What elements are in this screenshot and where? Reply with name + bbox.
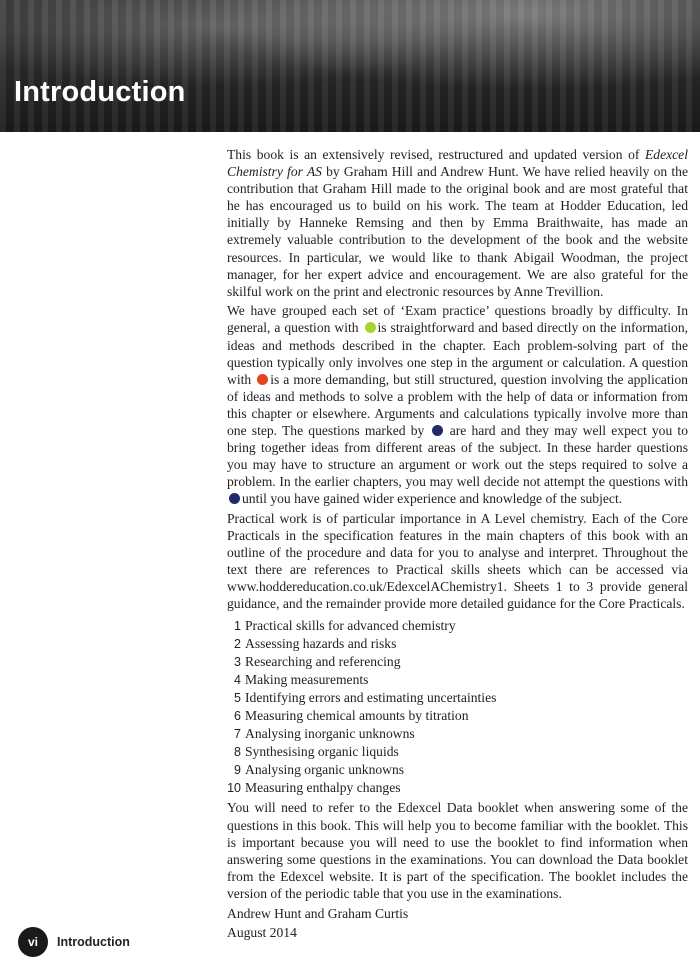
paragraph-exam-practice — [227, 302, 688, 507]
list-item: 6 Measuring chemical amounts by titration — [234, 708, 469, 723]
paragraph-data-booklet: You will need to refer to the Edexcel Data booklet when answering some of the questions in this book. This will help you to become familiar with the booklet. This is important because you will need to use the booklet to find information when answering some questions in the examinations. You can download the Data booklet from the Edexcel website. It is part of the specification. The booklet includes the version of the periodic table that you use in the examinations. — [227, 800, 688, 901]
header-banner — [0, 0, 700, 132]
list-item: 1 Practical skills for advanced chemistry — [234, 617, 456, 633]
signoff-date: August 2014 — [227, 925, 297, 941]
list-item: 8 Synthesising organic liquids — [234, 744, 399, 760]
para2-text-2: is straightforward and based directly on the information, ideas and methods described in the chapter. Each problem-solving part of the question typically only involves one step in the argument or calculation. A question with — [227, 320, 689, 387]
para2-text-4: are hard and they may well expect you to bring together ideas from different areas of the subject. In these harder questions you may have to structure an argument or work out the steps required to solve a problem. In the earlier chapters, you may well decide not attempt the questions with — [227, 423, 689, 490]
para2-text-1: We have grouped each set of ‘Exam practice’ questions broadly by difficulty. In general, a question with — [227, 303, 688, 336]
signoff-authors: Andrew Hunt and Graham Curtis — [227, 905, 409, 921]
paragraph-practical-work: Practical work is of particular importance in A Level chemistry. Each of the Core Practicals in the specification features in the main chapters of this book with an outline of the procedure and data for you to analyse and interpret. Throughout the text there are references to Practical skills sheets which can be accessed via www.hoddereducation.co.uk/EdexcelAChemistry1. Sheets 1 to 3 provide general guidance, and the remainder provide more detailed guidance for the Core Practicals. — [227, 510, 688, 612]
footer-section-label: Introduction — [57, 935, 130, 949]
page-title: Introduction — [14, 76, 186, 108]
list-item: 7 Analysing inorganic unknowns — [234, 726, 415, 742]
practical-skills-list — [227, 617, 688, 798]
book-title-italic: Edexcel Chemistry for AS — [227, 147, 688, 180]
para2-text-5: until you have gained wider experience and knowledge of the subject. — [242, 491, 623, 507]
para1-text-start: This book is an extensively revised, restructured and updated version of — [227, 147, 645, 162]
red-difficulty-dot-icon — [257, 374, 268, 385]
green-difficulty-dot-icon — [365, 322, 376, 333]
list-item: 4 Making measurements — [234, 671, 369, 687]
list-item: 10 Measuring enthalpy changes — [227, 780, 401, 796]
page-number-badge: vi — [18, 927, 48, 957]
para2-text-3: is a more demanding, but still structured, question involving the application of ideas and methods to solve a problem with the help of data or information from this chapter or elsewhere. Arguments and calculations typically involve more than one step. The questions marked by — [227, 371, 688, 438]
navy-difficulty-dot-icon — [432, 425, 443, 436]
list-item: 9 Analysing organic unknowns — [234, 762, 405, 778]
main-content — [227, 146, 688, 944]
para1-text-end: by Graham Hill and Andrew Hunt. We have relied heavily on the contribution that Graham Hill made to the original book and are most grateful that he has encouraged us to build on his work. The team at Hodder Education, led initially by Hanneke Remsing and then by Emma Braithwaite, has made an extremely valuable contribution to the development of the book and the website resources. In particular, we would like to thank Abigail Woodman, the project manager, for her expert advice and encouragement. We are also grateful for the skilful work on the print and electronic resources by Anne Trevillion. — [227, 164, 688, 299]
list-item: 5 Identifying errors and estimating uncertainties — [234, 689, 497, 705]
navy-difficulty-dot-icon — [229, 493, 240, 504]
paragraph-acknowledgements — [227, 146, 688, 300]
list-item: 3 Researching and referencing — [234, 653, 401, 669]
list-item: 2 Assessing hazards and risks — [234, 635, 397, 651]
page-footer — [18, 927, 130, 957]
